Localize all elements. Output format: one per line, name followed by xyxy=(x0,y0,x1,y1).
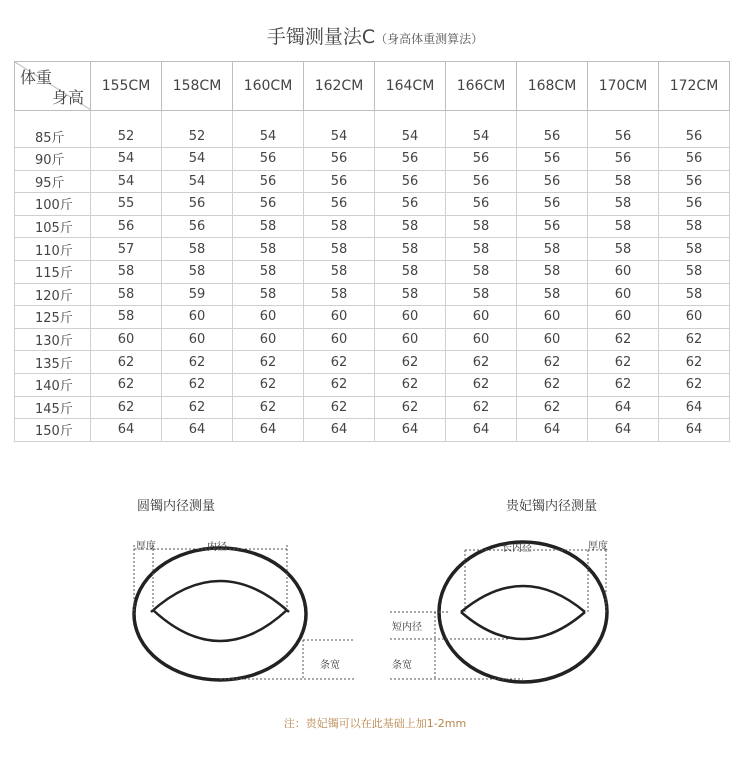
row-weight-label: 100斤 xyxy=(15,193,91,216)
size-cell: 62 xyxy=(304,373,375,396)
size-cell: 54 xyxy=(375,111,446,148)
oval-bangle-outer xyxy=(439,542,607,682)
size-cell: 56 xyxy=(446,193,517,216)
size-cell: 56 xyxy=(588,111,659,148)
size-cell: 56 xyxy=(162,193,233,216)
row-weight-label: 120斤 xyxy=(15,283,91,306)
size-cell: 62 xyxy=(375,351,446,374)
title-main: 手镯测量法C xyxy=(266,26,376,48)
size-cell: 62 xyxy=(588,373,659,396)
size-cell: 60 xyxy=(446,306,517,329)
size-cell: 62 xyxy=(446,396,517,419)
row-weight-label: 140斤 xyxy=(15,373,91,396)
size-cell: 62 xyxy=(304,396,375,419)
size-cell: 60 xyxy=(233,328,304,351)
size-cell: 62 xyxy=(446,351,517,374)
size-cell: 64 xyxy=(446,419,517,442)
table-row xyxy=(15,111,730,148)
table-row xyxy=(15,419,730,442)
oval-bangle-title: 贵妃镯内径测量 xyxy=(506,499,598,514)
size-cell: 56 xyxy=(91,215,162,238)
size-cell: 62 xyxy=(91,396,162,419)
column-header: 155CM xyxy=(91,62,162,111)
size-cell: 56 xyxy=(162,215,233,238)
round-bangle-bottom-inner xyxy=(153,610,287,641)
size-cell: 56 xyxy=(375,148,446,171)
column-header: 164CM xyxy=(375,62,446,111)
size-cell: 58 xyxy=(659,215,730,238)
size-cell: 58 xyxy=(375,283,446,306)
size-cell: 62 xyxy=(659,351,730,374)
column-header: 168CM xyxy=(517,62,588,111)
round-width-label: 条宽 xyxy=(320,660,340,671)
size-cell: 60 xyxy=(162,306,233,329)
size-table-body xyxy=(15,62,730,442)
size-cell: 60 xyxy=(588,283,659,306)
size-cell: 52 xyxy=(91,111,162,148)
size-cell: 54 xyxy=(162,148,233,171)
table-row xyxy=(15,396,730,419)
size-cell: 64 xyxy=(588,419,659,442)
size-cell: 64 xyxy=(304,419,375,442)
size-cell: 60 xyxy=(517,306,588,329)
size-cell: 64 xyxy=(588,396,659,419)
size-cell: 56 xyxy=(517,148,588,171)
table-row xyxy=(15,238,730,261)
corner-height-label: 身高 xyxy=(51,88,84,107)
size-cell: 62 xyxy=(162,396,233,419)
size-cell: 62 xyxy=(588,351,659,374)
size-cell: 54 xyxy=(446,111,517,148)
row-weight-label: 110斤 xyxy=(15,238,91,261)
size-cell: 60 xyxy=(304,328,375,351)
size-table xyxy=(14,61,730,442)
size-cell: 64 xyxy=(91,419,162,442)
oval-bangle-bottom-inner xyxy=(461,612,585,639)
size-cell: 56 xyxy=(517,193,588,216)
row-weight-label: 145斤 xyxy=(15,396,91,419)
size-cell: 60 xyxy=(375,328,446,351)
oval-width-label: 条宽 xyxy=(392,660,412,671)
size-cell: 58 xyxy=(375,238,446,261)
size-cell: 57 xyxy=(91,238,162,261)
row-weight-label: 135斤 xyxy=(15,351,91,374)
oval-bangle-diagram xyxy=(390,530,720,730)
size-cell: 56 xyxy=(304,193,375,216)
table-row xyxy=(15,260,730,283)
size-cell: 58 xyxy=(659,283,730,306)
size-cell: 58 xyxy=(304,260,375,283)
oval-thickness-label: 厚度 xyxy=(588,541,608,552)
table-row xyxy=(15,328,730,351)
size-cell: 58 xyxy=(659,260,730,283)
size-cell: 62 xyxy=(162,373,233,396)
table-row xyxy=(15,215,730,238)
column-header: 158CM xyxy=(162,62,233,111)
size-cell: 58 xyxy=(304,238,375,261)
size-cell: 52 xyxy=(162,111,233,148)
table-row xyxy=(15,283,730,306)
size-cell: 58 xyxy=(517,238,588,261)
size-cell: 60 xyxy=(375,306,446,329)
table-row xyxy=(15,193,730,216)
size-cell: 58 xyxy=(446,238,517,261)
size-cell: 56 xyxy=(233,170,304,193)
size-cell: 58 xyxy=(233,238,304,261)
size-cell: 55 xyxy=(91,193,162,216)
size-cell: 56 xyxy=(517,170,588,193)
size-cell: 56 xyxy=(304,148,375,171)
size-cell: 64 xyxy=(375,419,446,442)
oval-long-diameter-label: 长内径 xyxy=(502,543,532,554)
size-cell: 58 xyxy=(659,238,730,261)
column-header: 162CM xyxy=(304,62,375,111)
size-cell: 58 xyxy=(304,283,375,306)
size-cell: 60 xyxy=(233,306,304,329)
size-cell: 60 xyxy=(588,260,659,283)
oval-bangle-guides xyxy=(390,550,606,679)
size-cell: 62 xyxy=(588,328,659,351)
size-cell: 58 xyxy=(588,170,659,193)
size-cell: 58 xyxy=(304,215,375,238)
row-weight-label: 125斤 xyxy=(15,306,91,329)
round-inner-diameter-label: 内径 xyxy=(207,542,227,553)
size-cell: 56 xyxy=(659,193,730,216)
size-cell: 58 xyxy=(162,238,233,261)
size-cell: 62 xyxy=(233,351,304,374)
page-title xyxy=(0,22,750,49)
size-cell: 58 xyxy=(162,260,233,283)
corner-weight-label: 体重 xyxy=(20,68,53,87)
table-row xyxy=(15,373,730,396)
size-cell: 62 xyxy=(517,396,588,419)
oval-short-diameter-label: 短内径 xyxy=(392,622,422,633)
table-row xyxy=(15,306,730,329)
title-sub: （身高体重测算法） xyxy=(375,32,484,46)
size-cell: 54 xyxy=(91,148,162,171)
size-cell: 56 xyxy=(588,148,659,171)
size-cell: 62 xyxy=(304,351,375,374)
size-cell: 54 xyxy=(91,170,162,193)
size-cell: 58 xyxy=(91,260,162,283)
size-cell: 56 xyxy=(446,148,517,171)
size-cell: 58 xyxy=(233,215,304,238)
size-cell: 58 xyxy=(517,260,588,283)
size-cell: 56 xyxy=(659,170,730,193)
round-bangle-outer xyxy=(134,548,306,680)
round-thickness-label: 厚度 xyxy=(136,541,156,552)
size-cell: 62 xyxy=(91,373,162,396)
size-cell: 62 xyxy=(659,328,730,351)
size-cell: 62 xyxy=(446,373,517,396)
size-cell: 56 xyxy=(517,215,588,238)
size-cell: 58 xyxy=(446,215,517,238)
size-cell: 58 xyxy=(446,260,517,283)
size-cell: 58 xyxy=(91,306,162,329)
size-cell: 64 xyxy=(162,419,233,442)
round-bangle-top-inner xyxy=(151,581,289,612)
row-weight-label: 115斤 xyxy=(15,260,91,283)
size-cell: 60 xyxy=(517,328,588,351)
size-cell: 64 xyxy=(517,419,588,442)
size-cell: 64 xyxy=(659,419,730,442)
row-weight-label: 85斤 xyxy=(15,111,91,148)
table-row xyxy=(15,351,730,374)
column-header: 172CM xyxy=(659,62,730,111)
column-header: 160CM xyxy=(233,62,304,111)
size-cell: 54 xyxy=(304,111,375,148)
size-cell: 58 xyxy=(233,260,304,283)
size-cell: 62 xyxy=(659,373,730,396)
size-cell: 60 xyxy=(91,328,162,351)
round-bangle-title: 圆镯内径测量 xyxy=(137,499,216,514)
size-cell: 58 xyxy=(588,215,659,238)
size-cell: 58 xyxy=(588,238,659,261)
size-cell: 54 xyxy=(162,170,233,193)
size-cell: 62 xyxy=(375,373,446,396)
table-header-row xyxy=(15,62,730,111)
size-cell: 59 xyxy=(162,283,233,306)
row-weight-label: 130斤 xyxy=(15,328,91,351)
size-cell: 56 xyxy=(233,193,304,216)
size-cell: 56 xyxy=(659,148,730,171)
size-cell: 56 xyxy=(375,170,446,193)
size-cell: 56 xyxy=(304,170,375,193)
row-weight-label: 105斤 xyxy=(15,215,91,238)
size-cell: 60 xyxy=(162,328,233,351)
size-cell: 56 xyxy=(446,170,517,193)
size-cell: 56 xyxy=(659,111,730,148)
size-cell: 58 xyxy=(446,283,517,306)
size-cell: 62 xyxy=(233,373,304,396)
size-cell: 54 xyxy=(233,111,304,148)
size-cell: 60 xyxy=(588,306,659,329)
oval-bangle-top-inner xyxy=(461,586,585,612)
row-weight-label: 90斤 xyxy=(15,148,91,171)
size-cell: 64 xyxy=(659,396,730,419)
size-cell: 60 xyxy=(304,306,375,329)
size-cell: 56 xyxy=(375,193,446,216)
table-row xyxy=(15,170,730,193)
column-header: 166CM xyxy=(446,62,517,111)
corner-cell xyxy=(15,62,91,111)
size-cell: 62 xyxy=(233,396,304,419)
size-cell: 58 xyxy=(375,215,446,238)
size-cell: 60 xyxy=(446,328,517,351)
size-cell: 62 xyxy=(91,351,162,374)
size-cell: 58 xyxy=(91,283,162,306)
row-weight-label: 95斤 xyxy=(15,170,91,193)
row-weight-label: 150斤 xyxy=(15,419,91,442)
size-cell: 62 xyxy=(517,373,588,396)
size-cell: 58 xyxy=(375,260,446,283)
size-cell: 64 xyxy=(233,419,304,442)
size-cell: 62 xyxy=(162,351,233,374)
footnote: 注：贵妃镯可以在此基础上加1-2mm xyxy=(283,717,467,730)
size-cell: 62 xyxy=(375,396,446,419)
size-cell: 60 xyxy=(659,306,730,329)
size-cell: 58 xyxy=(588,193,659,216)
table-row xyxy=(15,148,730,171)
size-cell: 58 xyxy=(517,283,588,306)
size-cell: 62 xyxy=(517,351,588,374)
size-cell: 56 xyxy=(517,111,588,148)
column-header: 170CM xyxy=(588,62,659,111)
size-cell: 58 xyxy=(233,283,304,306)
size-cell: 56 xyxy=(233,148,304,171)
